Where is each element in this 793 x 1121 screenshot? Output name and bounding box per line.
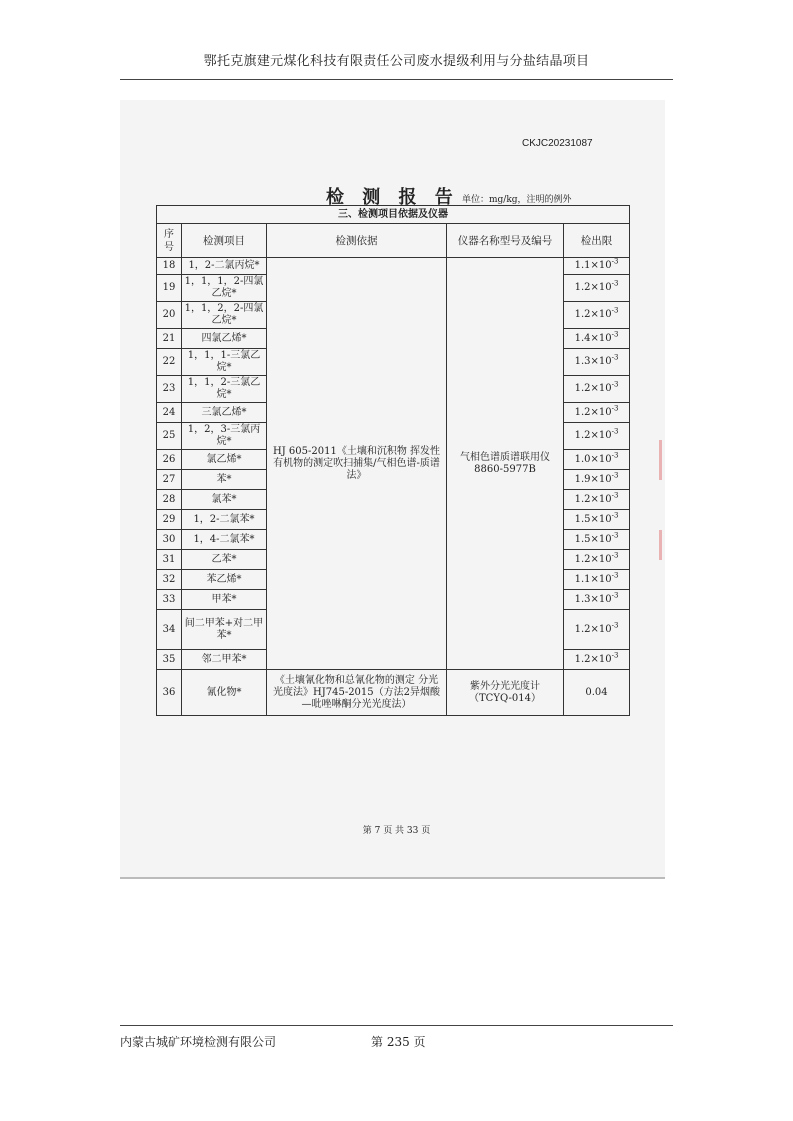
limit-exponent: -3 [611, 621, 619, 630]
limit-base: 1.2×10 [574, 430, 612, 441]
col-header-seq: 序号 [157, 224, 182, 258]
limit-exponent: -3 [611, 380, 619, 389]
limit-base: 1.2×10 [574, 553, 612, 565]
row-seq: 28 [157, 490, 182, 510]
limit-exponent: -3 [611, 279, 619, 288]
limit-base: 1.3×10 [574, 356, 612, 367]
group-instrument: 气相色谱质谱联用仪 8860-5977B [447, 258, 564, 670]
limit-base: 1.4×10 [574, 332, 612, 344]
section-title: 三、检测项目依据及仪器 [157, 206, 630, 224]
col-header-item: 检测项目 [182, 224, 267, 258]
row-limit [564, 423, 630, 450]
document-header: 鄂托克旗建元煤化科技有限责任公司废水提级利用与分盐结晶项目 [203, 54, 590, 69]
row-instrument: 紫外分光光度计（TCYQ-014） [447, 670, 564, 716]
row-limit [564, 550, 630, 570]
limit-base: 1.5×10 [574, 513, 612, 525]
limit-exponent: -3 [611, 571, 619, 580]
footer-company: 内蒙古城矿环境检测有限公司 [120, 1035, 277, 1049]
limit-base: 1.2×10 [574, 383, 612, 394]
row-seq: 20 [157, 302, 182, 329]
row-item: 间二甲苯+对二甲苯* [182, 610, 267, 650]
row-seq: 32 [157, 570, 182, 590]
unit-note: 单位：mg/kg，注明的例外 [462, 195, 572, 205]
row-seq: 36 [157, 670, 182, 716]
limit-exponent: -3 [611, 306, 619, 315]
limit-exponent: -3 [611, 330, 619, 339]
row-seq: 33 [157, 590, 182, 610]
col-header-instrument: 仪器名称型号及编号 [447, 224, 564, 258]
detection-basis-table [156, 205, 630, 716]
row-item: 1，1，1-三氯乙烷* [182, 349, 267, 376]
limit-exponent: -3 [611, 451, 619, 460]
table-row [157, 670, 630, 716]
limit-base: 1.0×10 [574, 453, 612, 465]
row-seq: 27 [157, 470, 182, 490]
footer-page-number: 第 235 页 [371, 1035, 426, 1049]
row-item: 1，1，2-三氯乙烷* [182, 376, 267, 403]
col-header-basis: 检测依据 [267, 224, 447, 258]
limit-exponent: -3 [611, 531, 619, 540]
limit-base: 1.2×10 [574, 653, 612, 665]
row-item: 四氯乙烯* [182, 329, 267, 349]
row-seq: 22 [157, 349, 182, 376]
limit-base: 1.1×10 [574, 573, 612, 585]
report-page-indicator: 第 7 页 共 33 页 [362, 826, 431, 836]
table-row [157, 258, 630, 275]
seal-stamp-mark [659, 530, 662, 560]
limit-exponent: -3 [611, 491, 619, 500]
row-seq: 34 [157, 610, 182, 650]
limit-exponent: -3 [611, 591, 619, 600]
row-item: 邻二甲苯* [182, 650, 267, 670]
row-item: 1，4-二氯苯* [182, 530, 267, 550]
row-seq: 29 [157, 510, 182, 530]
limit-exponent: -3 [611, 511, 619, 520]
limit-exponent: -3 [611, 651, 619, 660]
row-item: 乙苯* [182, 550, 267, 570]
limit-base: 1.2×10 [574, 493, 612, 505]
row-limit [564, 329, 630, 349]
row-item: 1，2-二氯苯* [182, 510, 267, 530]
report-number: CKJC20231087 [522, 138, 593, 149]
row-item: 甲苯* [182, 590, 267, 610]
row-item: 苯* [182, 470, 267, 490]
col-header-limit: 检出限 [564, 224, 630, 258]
limit-base: 1.2×10 [574, 309, 612, 320]
row-item: 三氯乙烯* [182, 403, 267, 423]
row-item: 1，1，1，2-四氯乙烷* [182, 275, 267, 302]
row-seq: 21 [157, 329, 182, 349]
row-limit [564, 590, 630, 610]
group-basis: HJ 605-2011《土壤和沉积物 挥发性有机物的测定吹扫捕集/气相色谱-质谱法》 [267, 258, 447, 670]
limit-exponent: -3 [611, 471, 619, 480]
row-seq: 30 [157, 530, 182, 550]
row-limit [564, 275, 630, 302]
row-basis: 《土壤氰化物和总氰化物的测定 分光光度法》HJ745-2015（方法2异烟酸—吡唑啉酮分光光度法） [267, 670, 447, 716]
row-seq: 19 [157, 275, 182, 302]
row-item: 1，2-二氯丙烷* [182, 258, 267, 275]
limit-exponent: -3 [611, 427, 619, 436]
limit-exponent: -3 [611, 551, 619, 560]
limit-base: 1.2×10 [574, 623, 612, 635]
row-limit [564, 450, 630, 470]
row-limit [564, 650, 630, 670]
row-limit [564, 302, 630, 329]
row-limit [564, 403, 630, 423]
row-seq: 26 [157, 450, 182, 470]
row-limit [564, 376, 630, 403]
row-limit: 0.04 [564, 670, 630, 716]
row-item: 苯乙烯* [182, 570, 267, 590]
limit-exponent: -3 [611, 404, 619, 413]
row-limit [564, 349, 630, 376]
row-seq: 18 [157, 258, 182, 275]
limit-base: 1.5×10 [574, 533, 612, 545]
limit-base: 1.2×10 [574, 282, 612, 293]
row-seq: 23 [157, 376, 182, 403]
row-limit [564, 530, 630, 550]
seal-stamp-mark [659, 440, 662, 480]
row-item: 氰化物* [182, 670, 267, 716]
row-item: 1，2，3-三氯丙烷* [182, 423, 267, 450]
row-limit [564, 610, 630, 650]
limit-base: 1.3×10 [574, 593, 612, 605]
row-seq: 31 [157, 550, 182, 570]
limit-exponent: -3 [611, 353, 619, 362]
row-item: 氯乙烯* [182, 450, 267, 470]
row-item: 氯苯* [182, 490, 267, 510]
footer-divider [120, 1025, 673, 1026]
limit-base: 1.9×10 [574, 473, 612, 485]
row-seq: 35 [157, 650, 182, 670]
row-item: 1，1，2，2-四氯乙烷* [182, 302, 267, 329]
row-limit [564, 490, 630, 510]
row-limit [564, 258, 630, 275]
table-header-row [157, 224, 630, 258]
row-limit [564, 470, 630, 490]
row-limit [564, 510, 630, 530]
row-seq: 24 [157, 403, 182, 423]
scan-bottom-edge [120, 877, 665, 879]
row-limit [564, 570, 630, 590]
limit-base: 1.2×10 [574, 406, 612, 418]
row-seq: 25 [157, 423, 182, 450]
limit-base: 1.1×10 [574, 260, 612, 271]
limit-exponent: -3 [611, 257, 619, 266]
report-title: 检 测 报 告 [326, 187, 459, 208]
header-divider [120, 79, 673, 80]
